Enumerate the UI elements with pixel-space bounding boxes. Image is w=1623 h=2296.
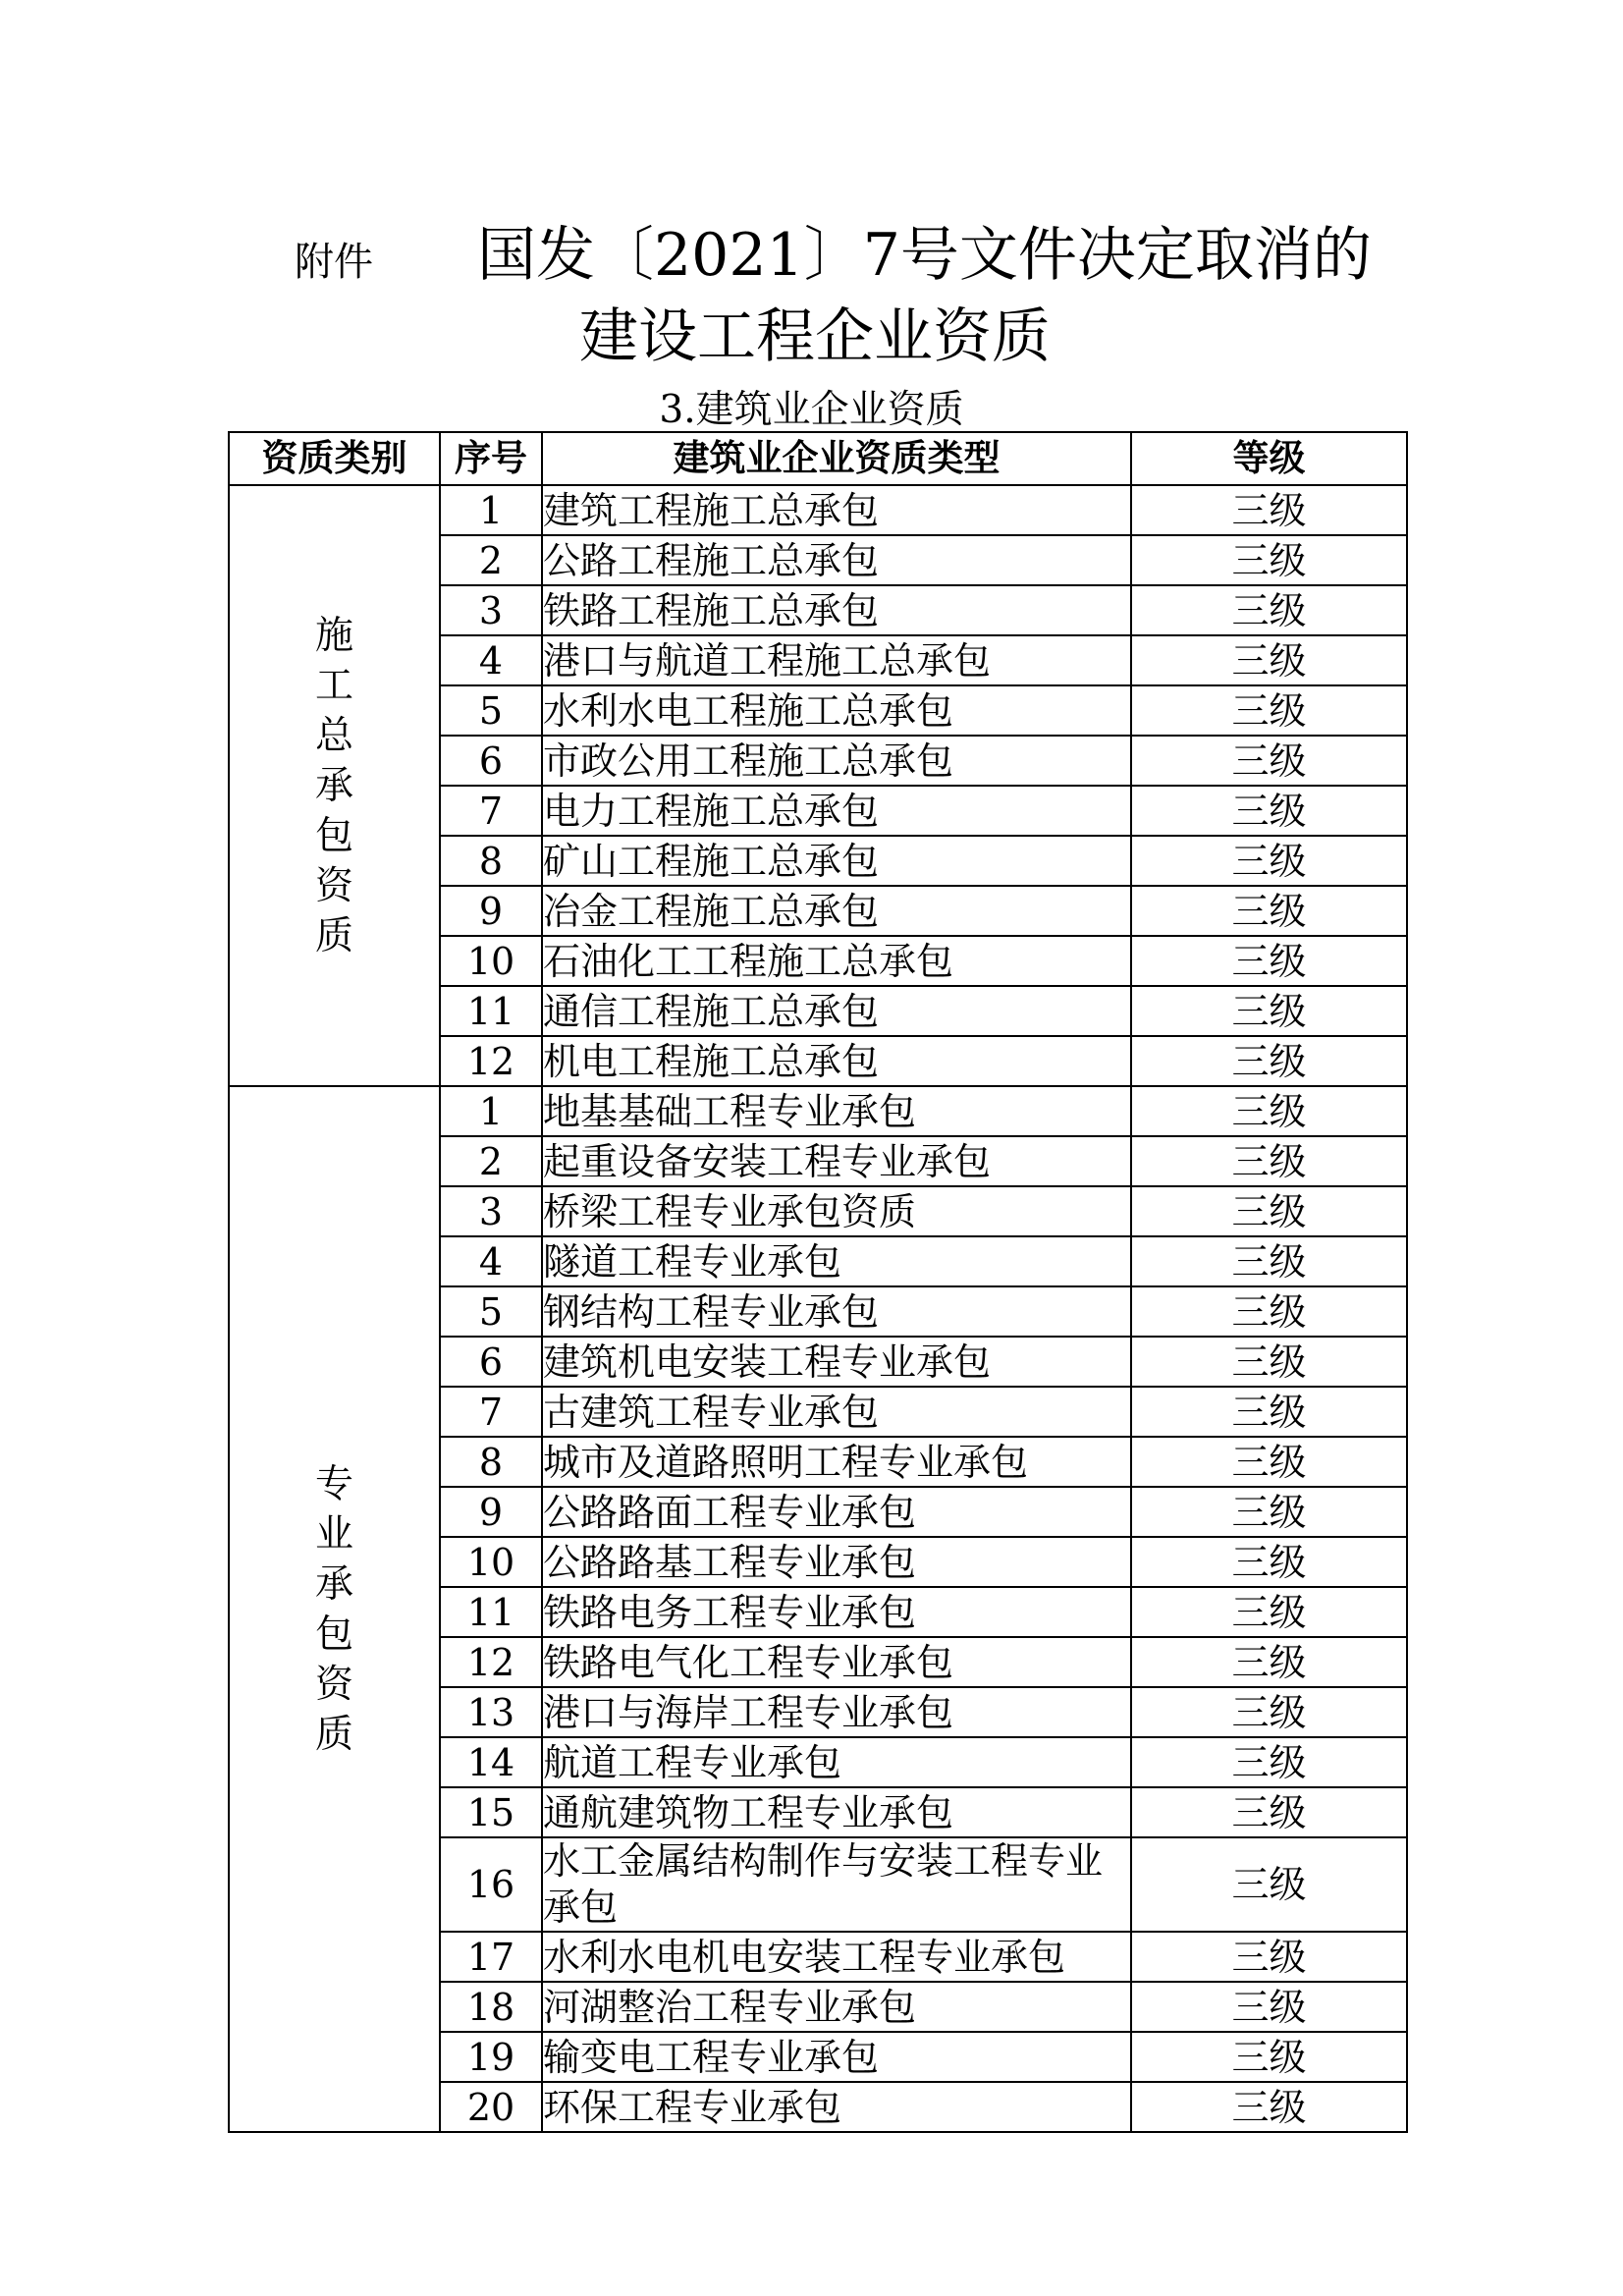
qualification-grade: 三级 [1131, 1286, 1407, 1337]
qualification-type: 矿山工程施工总承包 [542, 836, 1131, 886]
row-number: 20 [440, 2082, 542, 2132]
qualification-grade: 三级 [1131, 1086, 1407, 1136]
column-header-number: 序号 [440, 432, 542, 485]
qualification-type: 建筑机电安装工程专业承包 [542, 1337, 1131, 1387]
qualification-grade: 三级 [1131, 1787, 1407, 1837]
row-number: 12 [440, 1036, 542, 1086]
row-number: 4 [440, 1236, 542, 1286]
qualification-type: 起重设备安装工程专业承包 [542, 1136, 1131, 1186]
qualification-type: 通航建筑物工程专业承包 [542, 1787, 1131, 1837]
row-number: 8 [440, 836, 542, 886]
document-title-line1: 国发〔2021〕7号文件决定取消的 [477, 221, 1372, 290]
row-number: 5 [440, 685, 542, 736]
qualification-type: 机电工程施工总承包 [542, 1036, 1131, 1086]
qualification-type: 铁路工程施工总承包 [542, 585, 1131, 635]
qualification-grade: 三级 [1131, 1932, 1407, 1982]
qualification-type: 钢结构工程专业承包 [542, 1286, 1131, 1337]
qualification-grade: 三级 [1131, 2032, 1407, 2082]
row-number: 16 [440, 1837, 542, 1932]
row-number: 10 [440, 1537, 542, 1587]
qualification-grade: 三级 [1131, 1587, 1407, 1637]
qualification-type: 建筑工程施工总承包 [542, 485, 1131, 535]
qualification-table [228, 431, 1408, 2133]
qualification-grade: 三级 [1131, 1036, 1407, 1086]
column-header-grade: 等级 [1131, 432, 1407, 485]
qualification-type: 水利水电机电安装工程专业承包 [542, 1932, 1131, 1982]
row-number: 12 [440, 1637, 542, 1687]
qualification-grade: 三级 [1131, 1236, 1407, 1286]
qualification-grade: 三级 [1131, 1186, 1407, 1236]
row-number: 19 [440, 2032, 542, 2082]
qualification-type: 电力工程施工总承包 [542, 786, 1131, 836]
row-number: 7 [440, 786, 542, 836]
qualification-type: 公路路面工程专业承包 [542, 1487, 1131, 1537]
row-number: 13 [440, 1687, 542, 1737]
column-header-category: 资质类别 [229, 432, 440, 485]
row-number: 15 [440, 1787, 542, 1837]
qualification-type: 市政公用工程施工总承包 [542, 736, 1131, 786]
qualification-type: 公路工程施工总承包 [542, 535, 1131, 585]
table-row [229, 1086, 1407, 1136]
qualification-grade: 三级 [1131, 685, 1407, 736]
qualification-type: 通信工程施工总承包 [542, 986, 1131, 1036]
category-cell [229, 485, 440, 1086]
qualification-type: 隧道工程专业承包 [542, 1236, 1131, 1286]
qualification-grade: 三级 [1131, 485, 1407, 535]
qualification-grade: 三级 [1131, 585, 1407, 635]
row-number: 1 [440, 1086, 542, 1136]
row-number: 9 [440, 1487, 542, 1537]
qualification-type: 铁路电务工程专业承包 [542, 1587, 1131, 1637]
qualification-type: 公路路基工程专业承包 [542, 1537, 1131, 1587]
qualification-grade: 三级 [1131, 836, 1407, 886]
qualification-type: 地基基础工程专业承包 [542, 1086, 1131, 1136]
row-number: 1 [440, 485, 542, 535]
qualification-type: 航道工程专业承包 [542, 1737, 1131, 1787]
qualification-grade: 三级 [1131, 736, 1407, 786]
row-number: 5 [440, 1286, 542, 1337]
qualification-grade: 三级 [1131, 1687, 1407, 1737]
row-number: 4 [440, 635, 542, 685]
row-number: 2 [440, 535, 542, 585]
row-number: 11 [440, 986, 542, 1036]
qualification-type: 河湖整治工程专业承包 [542, 1982, 1131, 2032]
attachment-label: 附件 [295, 240, 373, 285]
qualification-type: 输变电工程专业承包 [542, 2032, 1131, 2082]
table-row [229, 485, 1407, 535]
qualification-type: 冶金工程施工总承包 [542, 886, 1131, 936]
qualification-grade: 三级 [1131, 786, 1407, 836]
qualification-grade: 三级 [1131, 1337, 1407, 1387]
table-subtitle: 3.建筑业企业资质 [659, 388, 964, 432]
row-number: 6 [440, 1337, 542, 1387]
qualification-grade: 三级 [1131, 1437, 1407, 1487]
qualification-type: 水利水电工程施工总承包 [542, 685, 1131, 736]
qualification-grade: 三级 [1131, 1637, 1407, 1687]
row-number: 2 [440, 1136, 542, 1186]
row-number: 18 [440, 1982, 542, 2032]
row-number: 17 [440, 1932, 542, 1982]
qualification-grade: 三级 [1131, 1387, 1407, 1437]
qualification-grade: 三级 [1131, 1837, 1407, 1932]
qualification-grade: 三级 [1131, 635, 1407, 685]
row-number: 8 [440, 1437, 542, 1487]
row-number: 9 [440, 886, 542, 936]
row-number: 14 [440, 1737, 542, 1787]
table-header-row [229, 432, 1407, 485]
qualification-type: 桥梁工程专业承包资质 [542, 1186, 1131, 1236]
qualification-type: 港口与航道工程施工总承包 [542, 635, 1131, 685]
document-title-line2: 建设工程企业资质 [579, 302, 1051, 371]
qualification-grade: 三级 [1131, 1136, 1407, 1186]
qualification-grade: 三级 [1131, 2082, 1407, 2132]
row-number: 6 [440, 736, 542, 786]
qualification-type: 石油化工工程施工总承包 [542, 936, 1131, 986]
qualification-grade: 三级 [1131, 886, 1407, 936]
row-number: 7 [440, 1387, 542, 1437]
column-header-type: 建筑业企业资质类型 [542, 432, 1131, 485]
qualification-type: 古建筑工程专业承包 [542, 1387, 1131, 1437]
row-number: 3 [440, 1186, 542, 1236]
category-label: 专业承包资质 [315, 1461, 354, 1757]
qualification-grade: 三级 [1131, 535, 1407, 585]
row-number: 3 [440, 585, 542, 635]
qualification-grade: 三级 [1131, 986, 1407, 1036]
qualification-grade: 三级 [1131, 1487, 1407, 1537]
qualification-type: 水工金属结构制作与安装工程专业承包 [542, 1837, 1131, 1932]
category-label: 施工总承包资质 [315, 613, 354, 958]
table-body [229, 485, 1407, 2132]
qualification-type: 环保工程专业承包 [542, 2082, 1131, 2132]
qualification-grade: 三级 [1131, 1737, 1407, 1787]
qualification-type: 港口与海岸工程专业承包 [542, 1687, 1131, 1737]
row-number: 10 [440, 936, 542, 986]
qualification-grade: 三级 [1131, 1982, 1407, 2032]
qualification-type: 城市及道路照明工程专业承包 [542, 1437, 1131, 1487]
qualification-grade: 三级 [1131, 1537, 1407, 1587]
category-cell [229, 1086, 440, 2132]
qualification-type: 铁路电气化工程专业承包 [542, 1637, 1131, 1687]
qualification-grade: 三级 [1131, 936, 1407, 986]
row-number: 11 [440, 1587, 542, 1637]
